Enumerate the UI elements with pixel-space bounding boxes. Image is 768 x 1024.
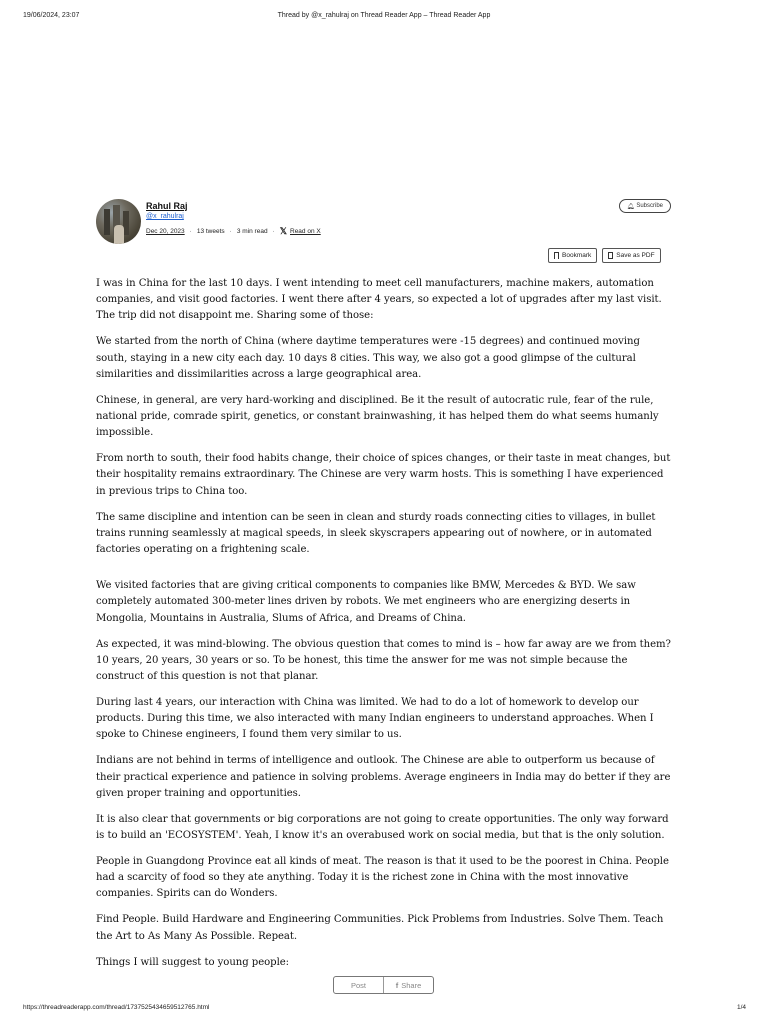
tweet-paragraph: It is also clear that governments or big corporations are not going to create opportunities. The only way forward is to build an 'ECOSYSTEM'. Yeah, I know it's an overabused work on social media, but that is the only solution.: [96, 813, 669, 842]
thread-content: [96, 276, 672, 981]
share-label: Share: [401, 980, 422, 990]
tweet-count: 13 tweets: [196, 228, 225, 235]
subscribe-button[interactable]: [619, 199, 671, 213]
post-button[interactable]: [334, 977, 383, 993]
tweet-paragraph: Find People. Build Hardware and Engineering Communities. Pick Problems from Industries. Solve Them. Teach the Art to As Many As Possible. Repeat.: [96, 914, 664, 942]
bookmark-label: Bookmark: [562, 252, 592, 259]
tweet-paragraph: Indians are not behind in terms of intelligence and outlook. The Chinese are able to outperform us because of their practical experience and patience in solving problems. Average engineers in India may do better if they are given proper training and opportunities.: [96, 755, 671, 799]
author-name-link[interactable]: Rahul Raj: [146, 201, 188, 211]
meta-separator: ·: [272, 228, 275, 235]
tweet-paragraph: People in Guangdong Province eat all kinds of meat. The reason is that it used to be the poorest in China. People had a scarcity of food so they ate anything. Today it is the richest zone in China with the most innovative companies. Spirits can do Wonders.: [96, 856, 669, 900]
tweet-paragraph: We started from the north of China (where daytime temperatures were -15 degrees) and continued moving south, staying in a new city each day. 10 days 8 cities. This way, we also got a good glimpse of the cultural similarities and dissimilarities across a large geographical area.: [96, 336, 640, 380]
tweet-paragraph: As expected, it was mind-blowing. The obvious question that comes to mind is – how far away are we from them? 10 years, 20 years, 30 years or so. To be honest, this time the answer for me was not simple because the construct of this question is not that planar.: [96, 638, 671, 683]
x-logo-icon: 𝕏: [279, 226, 287, 236]
print-page-title: Thread by @x_rahulraj on Thread Reader App – Thread Reader App: [277, 12, 491, 19]
print-page-number: 1/4: [736, 1004, 746, 1011]
share-bar: [333, 976, 434, 994]
print-header: [0, 12, 768, 22]
save-pdf-label: Save as PDF: [616, 252, 655, 259]
tweet-paragraph: I was in China for the last 10 days. I went intending to meet cell manufacturers, machine makers, automation companies, and visit good factories. I went there after 4 years, so expected a lot of upgrades after my last visit. The trip did not disappoint me. Sharing some of those:: [96, 278, 662, 322]
save-pdf-button[interactable]: [602, 248, 660, 263]
avatar[interactable]: [96, 199, 141, 244]
thread-actions: [548, 248, 661, 263]
print-url: https://threadreaderapp.com/thread/1737525434659512765.html: [23, 1004, 210, 1011]
subscribe-label: Subscribe: [636, 203, 663, 209]
meta-separator: ·: [189, 228, 192, 235]
facebook-icon: f: [395, 980, 399, 990]
post-label: Post: [350, 980, 366, 990]
bookmark-button[interactable]: [548, 248, 597, 263]
bell-icon: 🔔︎: [626, 203, 635, 210]
tweet-paragraph: From north to south, their food habits change, their choice of spices changes, or their taste in meat changes, but their hospitality remains extraordinary. The Chinese are very warm hosts. This is something I have experienced in previous trips to China too.: [96, 453, 671, 497]
meta-separator: ·: [229, 228, 232, 235]
share-button[interactable]: [383, 977, 433, 993]
bookmark-icon: [554, 252, 559, 259]
tweet-paragraph: The same discipline and intention can be seen in clean and sturdy roads connecting cities to villages, in bullet trains running seamlessly at magical speeds, in sleek skyscrapers appearing out of nowhere, or in automated factories operating on a frightening scale.: [96, 511, 656, 556]
read-time: 3 min read: [236, 228, 268, 235]
tweet-paragraph: We visited factories that are giving critical components to companies like BMW, Mercedes & BYD. We saw completely automated 300-meter lines driven by robots. We met engineers who are energizing deserts in Mongolia, Mountains in Australia, Slums of Africa, and Dreams of China.: [96, 580, 636, 624]
tweet-paragraph: Chinese, in general, are very hard-working and disciplined. Be it the result of autocratic rule, fear of the rule, national pride, comrade spirit, genetics, or constant brainwashing, it has helped them do what seems humanly impossible.: [96, 394, 659, 439]
author-card: [96, 199, 671, 247]
print-footer: [0, 1004, 768, 1014]
thread-date-link[interactable]: Dec 20, 2023: [146, 228, 185, 235]
thread-meta: [146, 226, 321, 237]
document-icon: [608, 252, 613, 259]
read-on-x-link[interactable]: Read on X: [290, 228, 321, 235]
tweet-paragraph: During last 4 years, our interaction with China was limited. We had to do a lot of homework to develop our products. During this time, we also interacted with many Indian engineers to understand approaches. When I spoke to Chinese engineers, I found them very similar to us.: [96, 697, 654, 741]
author-handle-link[interactable]: @x_rahulraj: [146, 213, 184, 220]
tweet-paragraph: Things I will suggest to young people:: [96, 956, 290, 968]
print-datetime: 19/06/2024, 23:07: [23, 12, 80, 19]
